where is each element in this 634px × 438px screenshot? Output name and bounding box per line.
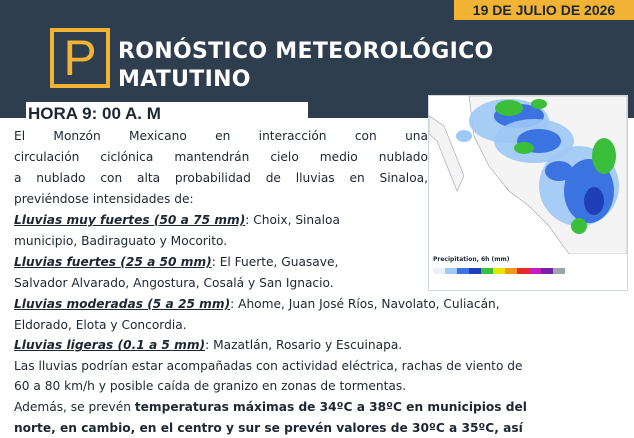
temperatures-bold-2: norte, en cambio, en el centro y sur se prevén valores de 30ºC a 35ºC, así	[14, 420, 523, 435]
logo-letter-box: P	[50, 28, 110, 88]
title-line-2: MATUTINO	[118, 67, 251, 92]
temperatures-bold-1: temperaturas máximas de 34ºC a 38ºC en municipios del	[134, 399, 527, 414]
light-rain-line	[14, 335, 626, 356]
temperatures-line-1	[14, 397, 626, 418]
moderate-rain-places-1: : Ahome, Juan José Ríos, Navolato, Culiacán,	[230, 297, 500, 311]
moderate-rain-line	[14, 294, 626, 315]
intro-line-3: a nublado con alta probabilidad de lluvias en Sinaloa,	[14, 171, 428, 185]
heavy-rain-line	[14, 252, 428, 273]
precipitation-map-graphic	[429, 96, 627, 254]
forecast-body-wide	[14, 294, 626, 438]
very-heavy-rain-places-1: : Choix, Sinaloa	[245, 213, 340, 227]
page-title	[118, 38, 538, 94]
intro-line-2: circulación ciclónica mantendrán cielo medio nublado	[14, 150, 428, 164]
forecast-body-narrow	[14, 126, 428, 294]
light-rain-label: Lluvias ligeras (0.1 a 5 mm)	[14, 338, 206, 353]
storms-line-2: 60 a 80 km/h y posible caída de granizo en zonas de tormentas.	[14, 379, 407, 394]
map-caption: Precipitation, 6h (mm)	[433, 256, 510, 263]
map-color-scale	[429, 266, 627, 278]
moderate-rain-label: Lluvias moderadas (5 a 25 mm)	[14, 297, 231, 311]
heavy-rain-places-1: : El Fuerte, Guasave,	[211, 255, 339, 269]
intro-line-4: previéndose intensidades de:	[14, 192, 194, 206]
precipitation-map	[428, 95, 628, 291]
light-rain-places: : Mazatlán, Rosario y Escuinapa.	[205, 338, 403, 353]
very-heavy-rain-line	[14, 210, 428, 231]
moderate-rain-places-2: Eldorado, Elota y Concordia.	[14, 317, 187, 332]
heavy-rain-label: Lluvias fuertes (25 a 50 mm)	[14, 255, 212, 269]
temperatures-prefix: Además, se prevén	[14, 399, 135, 414]
title-line-1: RONÓSTICO METEOROLÓGICO	[118, 39, 494, 64]
very-heavy-rain-places-2: municipio, Badiraguato y Mocorito.	[14, 234, 228, 248]
storms-line-1: Las lluvias podrían estar acompañadas con actividad eléctrica, rachas de viento de	[14, 358, 523, 373]
date-label: 19 DE JULIO DE 2026	[454, 0, 634, 20]
very-heavy-rain-label: Lluvias muy fuertes (50 a 75 mm)	[14, 213, 246, 227]
intro-line-1: El Monzón Mexicano en interacción con una	[14, 129, 428, 143]
heavy-rain-places-2: Salvador Alvarado, Angostura, Cosalá y San Ignacio.	[14, 276, 334, 290]
forecast-hour: HORA 9: 00 A. M	[26, 102, 308, 126]
